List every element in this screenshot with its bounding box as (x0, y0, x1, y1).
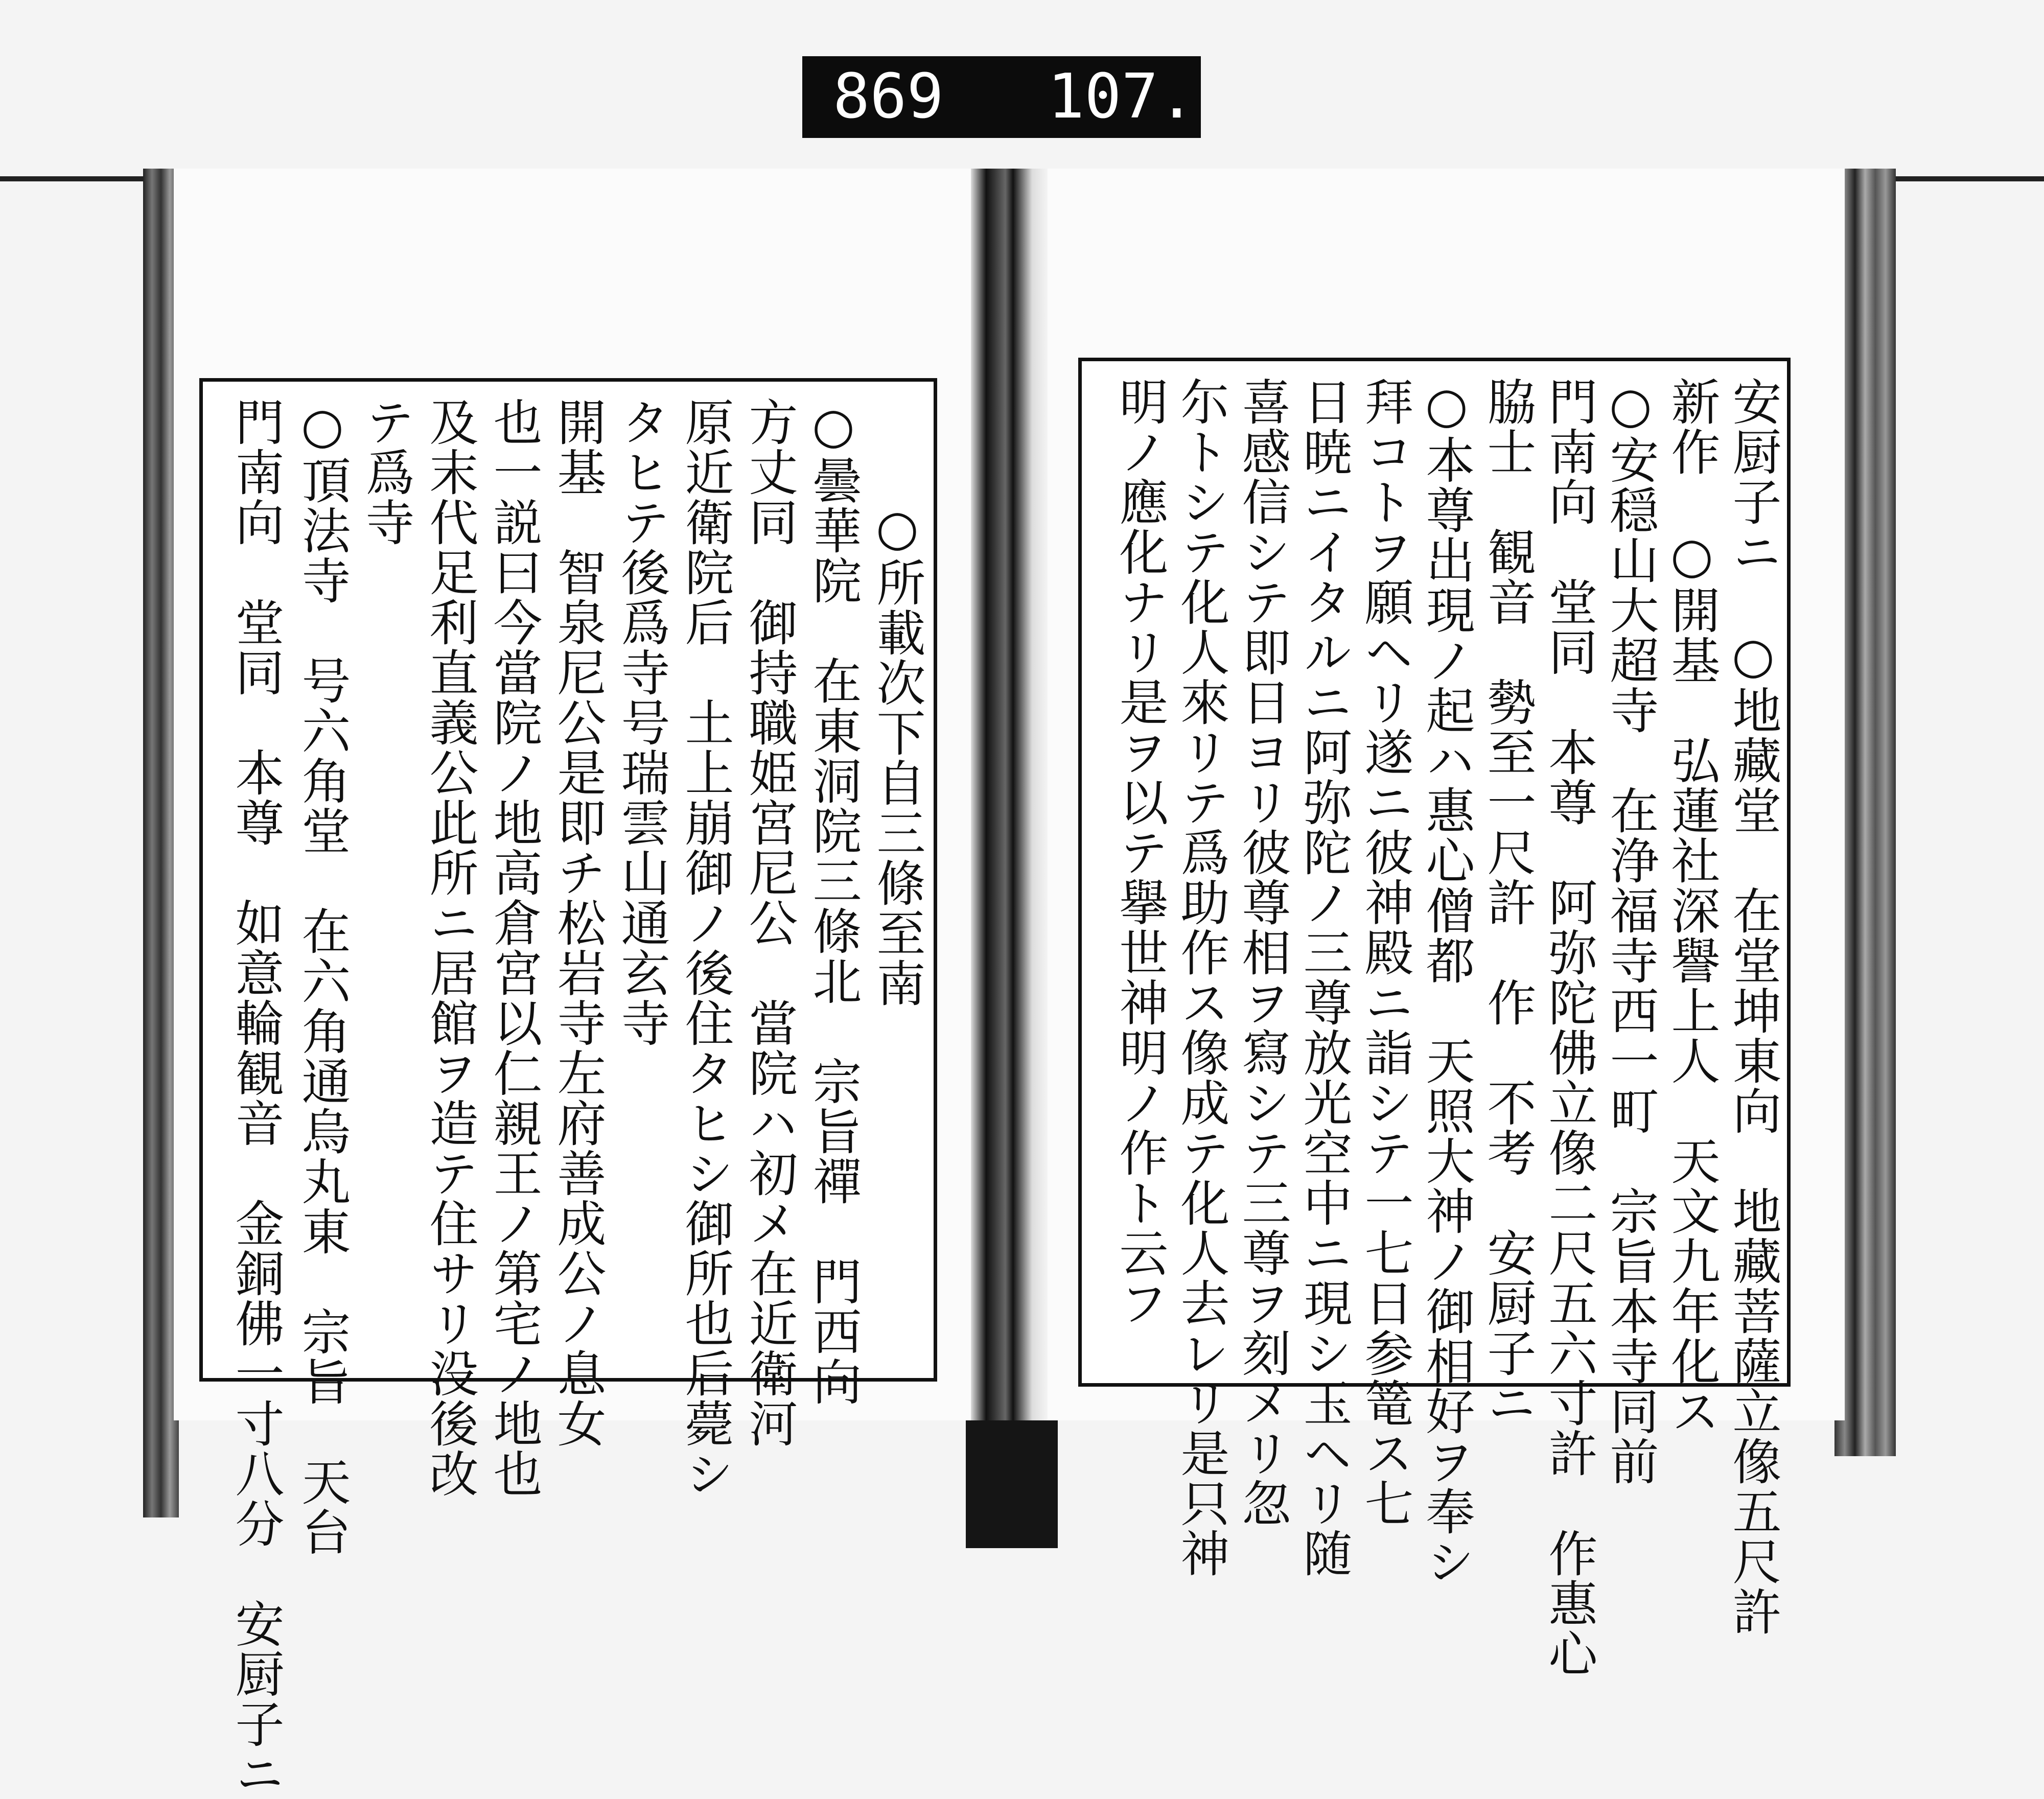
text-column: 脇士 観音 勢至一尺許 作 不考 安厨子ニ (1479, 377, 1537, 1428)
text-column: ○曇華院 在東洞院三條北 宗旨禪 門西向 (805, 397, 862, 1407)
text-column: 門南向 堂同 本尊 如意輪観音 金銅佛一寸八分 安厨子ニ (227, 397, 285, 1799)
text-column: テ爲寺 (358, 397, 415, 547)
left-text-frame (199, 378, 937, 1799)
text-column: 開基 智泉尼公是即チ松岩寺左府善成公ノ息女 (549, 397, 607, 1448)
text-column: 方丈同 御持職姫宮尼公 當院ハ初メ在近衛河 (741, 397, 798, 1448)
text-column: ○所載次下自三條至南 (869, 499, 926, 1008)
text-column: ○安穏山大超寺 在浄福寺西一町 宗旨本寺同前 (1602, 377, 1659, 1486)
scan-label-left: 869 (833, 61, 944, 132)
book-gutter (971, 169, 1048, 1548)
text-column: タヒテ後爲寺号瑞雲山通玄寺 (613, 397, 670, 1048)
scan-label (802, 56, 1201, 138)
text-column: ○頂法寺 号六角堂 在六角通烏丸東 宗旨 天台 (294, 397, 351, 1557)
right-text-frame (1078, 358, 1791, 1678)
text-column: 原近衛院后 土上崩御ノ後住タヒシ御所也后薨シ (677, 397, 734, 1499)
gutter-shadow (966, 1420, 1058, 1548)
text-column: 新作 ○開基 弘蓮社深譽上人 天文九年化ス (1663, 377, 1721, 1436)
text-column: 尓トシテ化人來リテ爲助作ス像成テ化人去レリ是只神 (1173, 377, 1230, 1578)
text-column: 拜コトヲ願ヘリ遂ニ彼神殿ニ詣シテ一七日参篭ス七 (1357, 377, 1414, 1528)
text-column: 門南向 堂同 本尊 阿弥陀佛立像二尺五六寸許 作惠心 (1541, 377, 1598, 1678)
text-column: 喜感信シテ即日ヨリ彼尊相ヲ寫シテ三尊ヲ刻メリ忽 (1234, 377, 1291, 1528)
text-column: 安厨子ニ ○地藏堂 在堂坤東向 地藏菩薩立像五尺許 (1725, 377, 1782, 1637)
text-column: 明ノ應化ナリ是ヲ以テ擧世神明ノ作ト云フ (1111, 377, 1169, 1328)
text-column: ○本尊出現ノ起ハ惠心僧都 天照大神ノ御相好ヲ奉シ (1418, 377, 1475, 1586)
text-column: 及末代足利直義公此所ニ居館ヲ造テ住サリ没後改 (422, 397, 479, 1499)
text-column: 日暁ニイタルニ阿弥陀ノ三尊放光空中ニ現シ玉ヘリ随 (1295, 377, 1353, 1578)
scan-label-right: 107. (1048, 61, 1195, 132)
text-column: 也一説曰今當院ノ地高倉宮以仁親王ノ第宅ノ地也 (485, 397, 543, 1499)
